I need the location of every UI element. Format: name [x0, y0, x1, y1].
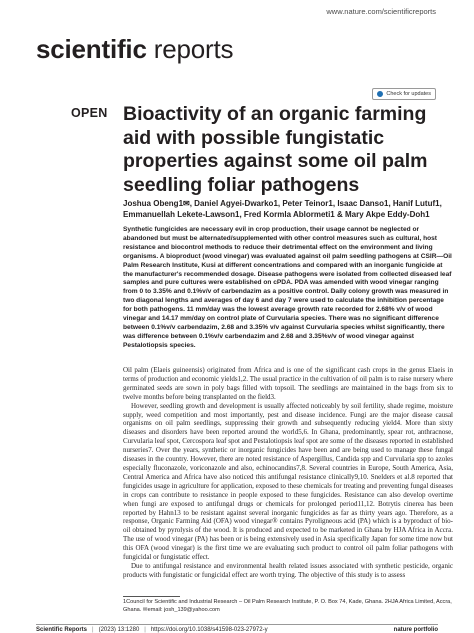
- body-paragraph: However, seedling growth and development is usually affected noticeably by soil fertility, shade regime, moisture supply, weed competition and most importantly, pest and disease incidence. Fungi are the major disease causal organisms on oil palm seedlings, suppressing their growth and subsequently reducing yield4. More than sixty diseases and disorders have been reported around the world5,6. In Ghana, predominantly, spear rot, anthracnose, Curvularia leaf spot, Cercospora leaf spot and Pestalotiopsis leaf spot are some of the diseases reported in established nurseries7. Over the years, synthetic or inorganic fungicides have been and are being used to manage these fungal diseases in the country. However, there are noted resistance of Aspergillus, Candida spp and Curvularia spp to azoles especially fluconazole, voriconazole and also, echinocandins7,8. Several countries in Europe, South America, Asia, Central America and Africa have also noticed this antifungal resistance clinically9,10. Snelders et al.8 reported that fungicides usage in agriculture for application, exposed to these chemicals for treating and preventing fungal diseases in crops can contribute to resistance in people exposed to these fungicides. Resistance can also develop overtime when fungi are exposed to antifungal drugs or chemicals for prolonged period11,12. Botrytis cinerea has been reported by Hahn13 to be resistant against several inorganic fungicides as far as thirty years ago. Therefore, as a response, Organic Farming Aid (OFA) wood vinegar® contains Pyroligneous acid (PA) which is a byproduct of bio-oil obtained by pyrolysis of the wood. It is produced and expected to be marketed in Ghana by HJA Africa in Accra. The use of wood vinegar (PA) has been or is being extensively used in Asia specifically Japan for some time now but this OFA (wood vinegar) is the first time we are evaluating such product to control oil palm foliar pathogens with fungicidal or fungistatic effect.: [123, 401, 453, 562]
- body-paragraph: Due to antifungal resistance and environmental health related issues associated with synthetic pesticide, organic products with fungistatic or fungicidal effect are worth trying. The objective of this study is to assess: [123, 561, 453, 579]
- open-access-badge: OPEN: [71, 106, 108, 120]
- check-for-updates-button[interactable]: [372, 88, 436, 100]
- update-icon: [377, 91, 383, 97]
- logo-rest: reports: [146, 34, 234, 64]
- body-paragraph: Oil palm (Elaeis guineensis) originated from Africa and is one of the significant cash crops in the genus Elaeis in terms of production and economic yields1,2. The usual practice in the cultivation of oil palm is to raise nursery where germinated seeds are sown in poly bags filled with topsoil. The seedlings are maintained in the bags from six to twelve months before being transplanted on the field3.: [123, 366, 453, 401]
- footnote-divider: [123, 596, 180, 597]
- author-list[interactable]: Joshua Obeng1✉, Daniel Agyei-Dwarko1, Peter Teinor1, Isaac Danso1, Hanif Lutuf1, Emmanuellah Lekete-Lawson1, Fred Kormla Ablormeti1 & Mary Akpe Eddy-Doh1: [123, 199, 442, 219]
- journal-url[interactable]: www.nature.com/scientificreports: [326, 7, 436, 16]
- publisher-logo: nature portfolio: [393, 627, 438, 633]
- affiliations: 1Council for Scientific and Industrial Research – Oil Palm Research Institute, P. O. Box 74, Kade, Ghana. 2HJA Africa Limited, Accra, Ghana. ✉email: josh_139@yahoo.com: [123, 599, 452, 613]
- logo-bold: scientific: [36, 34, 147, 64]
- footer-separator: |: [92, 627, 94, 633]
- footer-journal: Scientific Reports: [36, 627, 88, 633]
- footer-issue: (2023) 13:1280: [98, 627, 140, 633]
- page-footer: [36, 627, 438, 633]
- article-body: [123, 366, 453, 580]
- journal-logo[interactable]: [36, 34, 233, 64]
- check-updates-label: Check for updates: [386, 91, 431, 97]
- footer-doi-link[interactable]: https://doi.org/10.1038/s41598-023-27972-y: [150, 627, 268, 633]
- article-title: Bioactivity of an organic farming aid with possible fungistatic properties against some oil palm seedling foliar pathogens: [123, 103, 428, 196]
- footer-divider: [36, 624, 438, 625]
- abstract: Synthetic fungicides are necessary evil in crop production, their usage cannot be neglected or abandoned but must be alternated/supplemented with other control measures such as cultural, host resistance and biocontrol methods to reduce their detrimental effect on the environment and living organisms. A bioproduct (wood vinegar) was evaluated against oil palm seedling pathogens at CSIR—Oil Palm Research Institute, Kusi at different concentrations and compared with an inorganic fungicide at the manufacturer's recommended dosage. Disease pathogens were isolated from collected diseased leaf samples and pure cultures were established on cPDA. PDA was amended with wood vinegar ranging from 0 to 3.35% and 0.1%v/v of carbendazim as a positive control. Daily colony growth was measured in two diagonal lengths and averages of day 6 and day 7 were used to calculate the inhibition percentage for both pathogens. 11 mm/day was the lowest average growth rate recorded for 2.68% v/v of wood vinegar and 14.17 mm/day on control plate of Curvularia species. There was no significant difference between 0.1%v/v carbendazim, 2.68 and 3.35% v/v against Curvularia species whilst significantly, there was difference between 0.1%v/v carbendazim and 2.68 and 3.35%v/v of wood vinegar against Pestalotiopsis species.: [123, 226, 452, 349]
- footer-separator: |: [144, 627, 146, 633]
